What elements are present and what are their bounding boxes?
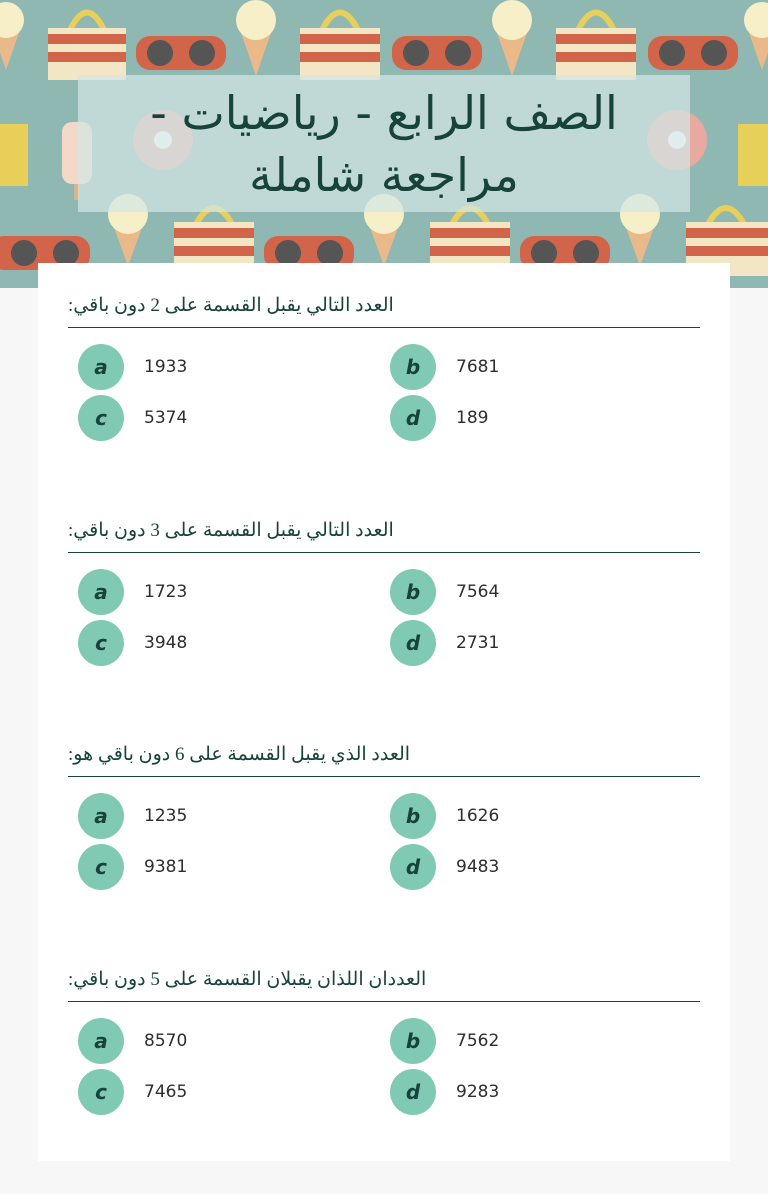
option-value: 9381 [144,857,188,877]
option-d[interactable] [390,844,499,890]
ice-cream-icon [236,0,276,76]
header-banner [0,0,768,288]
option-c[interactable] [78,395,187,441]
bag-icon [48,13,126,81]
option-b[interactable] [390,569,499,615]
question-text: العدد التالي يقبل القسمة على 3 دون باقي: [68,520,394,541]
option-c[interactable] [78,844,187,890]
ice-cream-icon [492,0,532,76]
question-2 [68,516,700,655]
option-letter-bubble: a [78,344,124,390]
question-3 [68,740,700,879]
page-title: الصف الرابع - رياضيات - مراجعة شاملة [150,85,618,202]
option-value: 7564 [456,582,500,602]
option-a[interactable] [78,569,187,615]
option-b[interactable] [390,793,499,839]
option-a[interactable] [78,793,187,839]
option-value: 1933 [144,357,188,377]
ice-cream-icon [744,2,768,70]
option-letter-bubble: b [390,793,436,839]
option-letter-bubble: c [78,395,124,441]
option-letter-bubble: d [390,844,436,890]
divider [68,776,700,777]
bucket-icon [0,124,28,186]
option-d[interactable] [390,395,488,441]
question-text: العددان اللذان يقبلان القسمة على 5 دون باقي: [68,969,427,990]
bucket-icon [738,124,768,186]
option-letter-bubble: a [78,793,124,839]
option-value: 1723 [144,582,188,602]
option-d[interactable] [390,620,499,666]
option-value: 9483 [456,857,500,877]
option-letter-bubble: c [78,620,124,666]
bag-icon [300,13,380,81]
option-value: 1626 [456,806,500,826]
option-c[interactable] [78,620,187,666]
option-c[interactable] [78,1069,187,1115]
option-letter-bubble: a [78,1018,124,1064]
option-letter-bubble: a [78,569,124,615]
option-letter-bubble: c [78,844,124,890]
option-letter-bubble: d [390,1069,436,1115]
question-text: العدد التالي يقبل القسمة على 2 دون باقي: [68,295,394,316]
option-value: 7562 [456,1031,500,1051]
option-value: 7465 [144,1082,188,1102]
option-letter-bubble: d [390,620,436,666]
option-letter-bubble: b [390,1018,436,1064]
question-4 [68,965,700,1104]
option-letter-bubble: d [390,395,436,441]
sunglasses-icon [136,36,226,70]
option-letter-bubble: b [390,344,436,390]
option-a[interactable] [78,344,187,390]
ice-cream-icon [0,2,24,70]
sunglasses-icon [648,36,738,70]
bag-icon [556,13,636,81]
option-value: 189 [456,408,489,428]
divider [68,1001,700,1002]
sunglasses-icon [392,36,482,70]
option-value: 2731 [456,633,500,653]
option-letter-bubble: b [390,569,436,615]
option-value: 5374 [144,408,188,428]
divider [68,552,700,553]
title-box [78,75,690,212]
question-text: العدد الذي يقبل القسمة على 6 دون باقي هو: [68,744,411,765]
option-b[interactable] [390,344,499,390]
option-value: 3948 [144,633,188,653]
option-letter-bubble: c [78,1069,124,1115]
worksheet-card [38,263,730,1161]
option-value: 8570 [144,1031,188,1051]
option-value: 1235 [144,806,188,826]
option-a[interactable] [78,1018,187,1064]
divider [68,327,700,328]
option-d[interactable] [390,1069,499,1115]
question-1 [68,291,700,430]
option-value: 9283 [456,1082,500,1102]
option-value: 7681 [456,357,500,377]
option-b[interactable] [390,1018,499,1064]
